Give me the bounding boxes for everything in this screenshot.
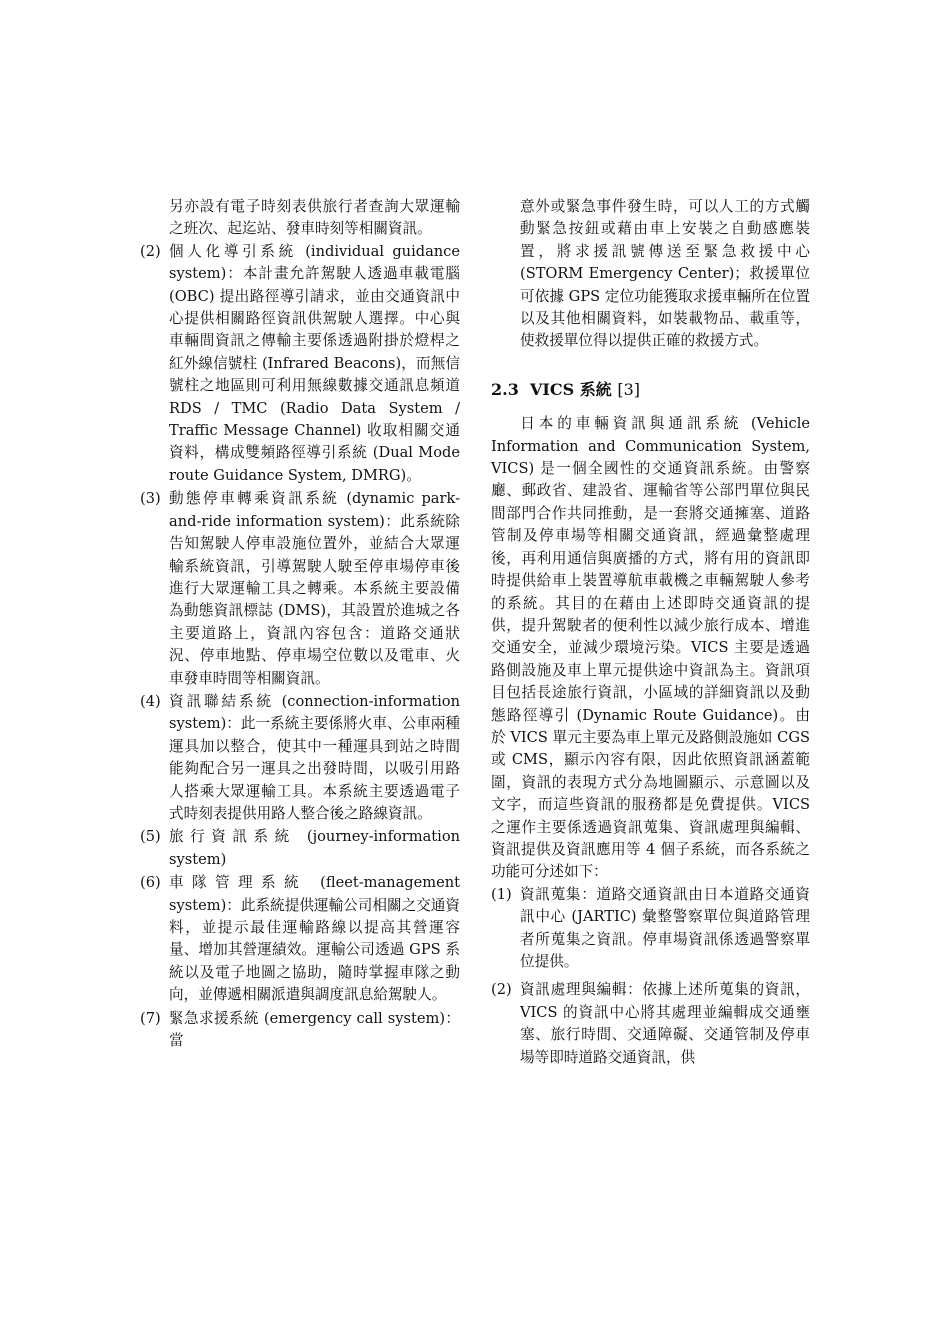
list-item-number: (3) (140, 490, 161, 508)
list-item-number: (7) (140, 1009, 161, 1027)
list-item (140, 872, 460, 1006)
right-column (491, 196, 810, 1069)
list-item-number: (4) (140, 692, 161, 710)
list-item-text: 動態停車轉乘資訊系統 (dynamic park-and-ride information system)：此系統除告知駕駛人停車設施位置外，並結合大眾運輸系統資訊，引導駕駛人駛至停車場停車後進行大眾運輸工具之轉乘。本系統主要設備為動態資訊標誌 (DMS)，其設置於進城之各主要道路上，資訊內容包含：道路交通狀況、停車地點、停車場空位數以及電車、火車發車時間等相關資訊。 (169, 490, 460, 687)
continued-list-text: 另亦設有電子時刻表供旅行者查詢大眾運輸之班次、起迄站、發車時刻等相關資訊。 (169, 198, 460, 238)
list-item (140, 826, 460, 871)
section-heading (491, 379, 810, 401)
list-item (140, 691, 460, 825)
section-reference: [3] (617, 379, 640, 399)
list-item-text: 旅行資訊系統 (journey-information system) (169, 828, 460, 868)
section-title: VICS 系統 (529, 379, 612, 399)
list-item-number: (2) (491, 981, 512, 999)
left-column (140, 196, 460, 1052)
list-item (491, 884, 810, 974)
list-item-number: (5) (140, 828, 161, 846)
list-item (140, 241, 460, 487)
list-item (140, 488, 460, 690)
list-item-number: (2) (140, 242, 161, 260)
list-item-text: 個人化導引系統 (individual guidance system)：本計畫允許駕駛人透過車載電腦 (OBC) 提出路徑導引請求，並由交通資訊中心提供相關路徑資訊供駕駛人選擇。中心與車輛間資訊之傳輸主要係透過附掛於燈桿之紅外線信號柱 (Infrared Beacons)，而無信號柱之地區則可利用無線數據交通訊息頻道 RDS / TMC (Radio Data System / Traffic Message Channel) 收取相關交通資料，構成雙頻路徑導引系統 (Dual Mode route Guidance System, DMRG)。 (169, 242, 460, 484)
list-item (140, 1008, 460, 1053)
list-item-text: 資訊蒐集：道路交通資訊由日本道路交通資訊中心 (JARTIC) 彙整警察單位與道路管理者所蒐集之資訊。停車場資訊係透過警察單位提供。 (520, 885, 810, 970)
list-item-text: 緊急求援系統 (emergency call system)：當 (169, 1009, 460, 1050)
list-item-number: (6) (140, 874, 161, 892)
section-number: 2.3 (491, 379, 519, 399)
list-item (491, 979, 810, 1069)
list-item-text: 資訊聯結系統 (connection-information system)：此一系統主要係將火車、公車兩種運具加以整合，使其中一種運具到站之時間能夠配合另一運具之出發時間，以吸引用路人搭乘大眾運輸工具。本系統主要透過電子式時刻表提供用路人整合後之路線資訊。 (169, 692, 460, 822)
list-item-number: (1) (491, 885, 512, 903)
list-item-text: 車隊管理系統 (fleet-management system)：此系統提供運輸公司相關之交通資料，並提示最佳運輸路線以提高其營運容量、增加其營運績效。運輸公司透過 GPS 系統以及電子地圖之協助，隨時掌握車隊之動向，並傳遞相關派遣與調度訊息給駕駛人。 (169, 874, 460, 1004)
list-item-text: 資訊處理與編輯：依據上述所蒐集的資訊，VICS 的資訊中心將其處理並編輯成交通壅塞、旅行時間、交通障礙、交通管制及停車場等即時道路交通資訊，供 (520, 981, 810, 1066)
body-paragraph: 日本的車輛資訊與通訊系統 (Vehicle Information and Communication System, VICS) 是一個全國性的交通資訊系統。由警察廳、郵政省、建設省、運輸省等公部門單位與民間部門合作共同推動，是一套將交通擁塞、道路管制及停車場等相關交通資訊，經過彙整處理後，再利用通信與廣播的方式，將有用的資訊即時提供給車上裝置導航車載機之車輛駕駛人參考的系統。其目的在藉由上述即時交通資訊的提供，提升駕駛者的便利性以減少旅行成本、增進交通安全，並減少環境污染。VICS 主要是透過路側設施及車上單元提供途中資訊為主。資訊項目包括長途旅行資訊，小區域的詳細資訊以及動態路徑導引 (Dynamic Route Guidance)。由於 VICS 單元主要為車上單元及路側設施如 CGS 或 CMS，顯示內容有限，因此依照資訊涵蓋範圍，資訊的表現方式分為地圖顯示、示意圖以及文字，而這些資訊的服務都是免費提供。VICS 之運作主要係透過資訊蒐集、資訊處理與編輯、資訊提供及資訊應用等 4 個子系統，而各系統之功能可分述如下： (491, 415, 810, 881)
continued-list-text: 意外或緊急事件發生時，可以人工的方式觸動緊急按鈕或藉由車上安裝之自動感應裝置，將求援訊號傳送至緊急救援中心 (STORM Emergency Center)；救援單位可依據 GPS 定位功能獲取求援車輛所在位置以及其他相關資料，如裝載物品、載重等，使救援單位得以提供正確的救援方式。 (520, 198, 810, 350)
